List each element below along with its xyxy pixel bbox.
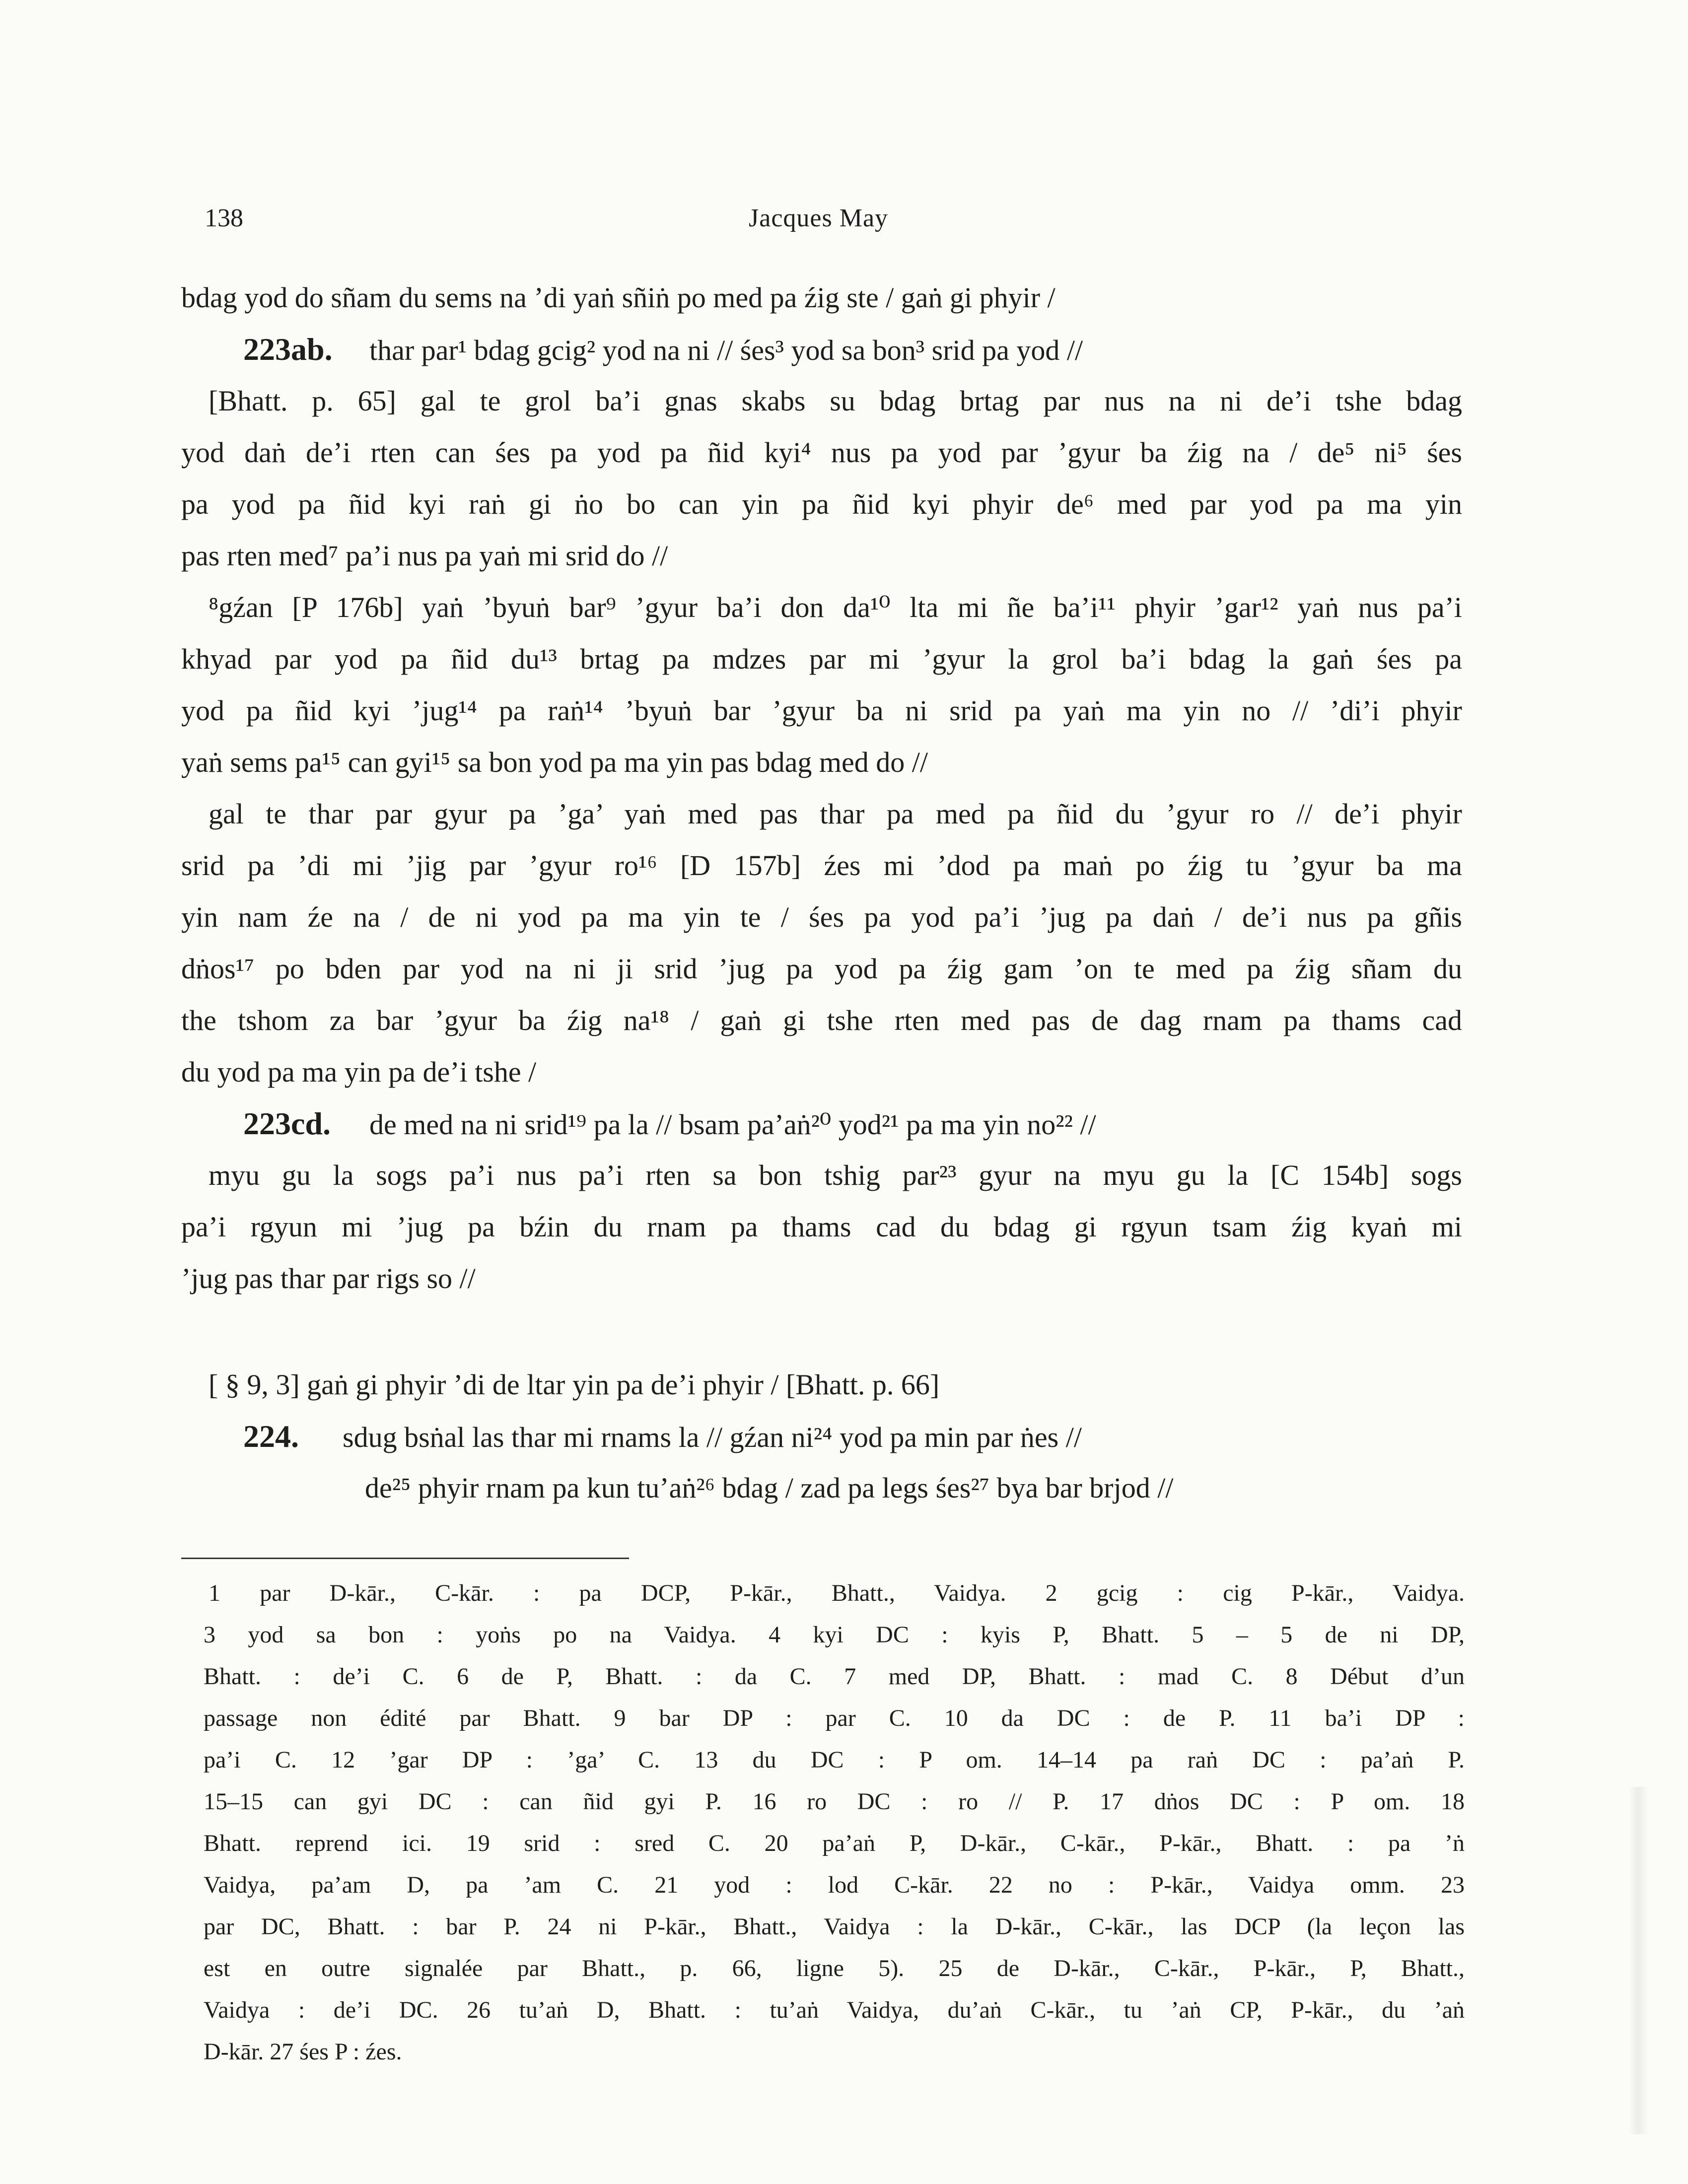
text-line: [ § 9, 3] gaṅ gi phyir ’di de ltar yin pa de’i phyir / [Bhatt. p. 66] — [209, 1368, 940, 1401]
text-line: the tshom za bar ’gyur ba źig na¹⁸ / gaṅ gi tshe rten med pas de dag rnam pa thams cad — [181, 1004, 1462, 1036]
footnote-line: est en outre signalée par Bhatt., p. 66, ligne 5). 25 de D-kār., C-kār., P-kār., P, Bhatt., — [204, 1955, 1465, 1981]
text-line: yod daṅ de’i rten can śes pa yod pa ñid kyi⁴ nus pa yod par ’gyur ba źig na / de⁵ ni⁵ śes — [181, 436, 1462, 469]
verse-text: sdug bsṅal las thar mi rnams la // gźan ni²⁴ yod pa min par ṅes // — [343, 1421, 1082, 1453]
footnote-line: 1 par D-kār., C-kār. : pa DCP, P-kār., Bhatt., Vaidya. 2 gcig : cig P-kār., Vaidya. — [209, 1580, 1465, 1606]
text-line: [Bhatt. p. 65] gal te grol ba’i gnas skabs su bdag brtag par nus na ni de’i tshe bdag — [209, 385, 1462, 417]
scan-shadow — [1628, 1787, 1648, 2134]
text-line: yaṅ sems pa¹⁵ can gyi¹⁵ sa bon yod pa ma yin pas bdag med do // — [181, 746, 928, 778]
verse-text: thar par¹ bdag gcig² yod na ni // śes³ yod sa bon³ srid pa yod // — [369, 334, 1083, 366]
footnote-line: par DC, Bhatt. : bar P. 24 ni P-kār., Bhatt., Vaidya : la D-kār., C-kār., las DCP (la leçon las — [204, 1913, 1465, 1940]
verse-text: de med na ni srid¹⁹ pa la // bsam pa’aṅ²⁰ yod²¹ pa ma yin no²² // — [369, 1108, 1096, 1141]
text-line: pa yod pa ñid kyi raṅ gi ṅo bo can yin pa ñid kyi phyir de⁶ med par yod pa ma yin — [181, 488, 1462, 520]
text-line: bdag yod do sñam du sems na ’di yaṅ sñiṅ po med pa źig ste / gaṅ gi phyir / — [181, 281, 1055, 314]
text-line: du yod pa ma yin pa de’i tshe / — [181, 1056, 537, 1088]
footnote-line: 3 yod sa bon : yoṅs po na Vaidya. 4 kyi DC : kyis P, Bhatt. 5 – 5 de ni DP, — [204, 1622, 1465, 1648]
text-line: ’jug pas thar par rigs so // — [181, 1262, 476, 1295]
footnote-line: pa’i C. 12 ’gar DP : ’ga’ C. 13 du DC : P om. 14–14 pa raṅ DC : pa’aṅ P. — [204, 1747, 1465, 1773]
text-line: myu gu la sogs pa’i nus pa’i rten sa bon tshig par²³ gyur na myu gu la [C 154b] sogs — [209, 1159, 1462, 1191]
footnote-line: 15–15 can gyi DC : can ñid gyi P. 16 ro DC : ro // P. 17 dṅos DC : P om. 18 — [204, 1788, 1465, 1815]
verse-label: 223ab. — [243, 332, 333, 367]
verse-224-line-2: de²⁵ phyir rnam pa kun tu’aṅ²⁶ bdag / zad pa legs śes²⁷ bya bar brjod // — [365, 1472, 1174, 1504]
footnote-line: Vaidya, pa’am D, pa ’am C. 21 yod : lod C-kār. 22 no : P-kār., Vaidya omm. 23 — [204, 1872, 1465, 1898]
footnote-line: Bhatt. : de’i C. 6 de P, Bhatt. : da C. 7 med DP, Bhatt. : mad C. 8 Début d’un — [204, 1663, 1465, 1690]
text-line: pa’i rgyun mi ’jug pa bźin du rnam pa thams cad du bdag gi rgyun tsam źig kyaṅ mi — [181, 1211, 1462, 1243]
verse-label: 224. — [243, 1419, 299, 1454]
text-line: gal te thar par gyur pa ’ga’ yaṅ med pas thar pa med pa ñid du ’gyur ro // de’i phyir — [209, 798, 1462, 830]
text-line: dṅos¹⁷ po bden par yod na ni ji srid ’jug pa yod pa źig gam ’on te med pa źig sñam du — [181, 953, 1462, 985]
main-text — [181, 272, 1462, 1514]
verse-224 — [181, 1411, 1462, 1462]
verse-223cd — [181, 1098, 1462, 1150]
text-line: yin nam źe na / de ni yod pa ma yin te / śes pa yod pa’i ’jug pa daṅ / de’i nus pa gñis — [181, 901, 1462, 933]
text-line: srid pa ’di mi ’jig par ’gyur ro¹⁶ [D 157b] źes mi ’dod pa maṅ po źig tu ’gyur ba ma — [181, 849, 1462, 882]
text-line: khyad par yod pa ñid du¹³ brtag pa mdzes par mi ’gyur la grol ba’i bdag la gaṅ śes pa — [181, 643, 1462, 675]
page-number: 138 — [205, 204, 243, 232]
footnote-line: Vaidya : de’i DC. 26 tu’aṅ D, Bhatt. : tu’aṅ Vaidya, du’aṅ C-kār., tu ’aṅ CP, P-kār., du ’aṅ — [204, 1997, 1465, 2023]
text-line: pas rten med⁷ pa’i nus pa yaṅ mi srid do // — [181, 540, 668, 572]
footnote-rule — [181, 1558, 629, 1559]
footnote-line: Bhatt. reprend ici. 19 srid : sred C. 20 pa’aṅ P, D-kār., C-kār., P-kār., Bhatt. : pa ’ṅ — [204, 1830, 1465, 1856]
verse-223ab — [181, 324, 1462, 375]
footnote-line: passage non édité par Bhatt. 9 bar DP : par C. 10 da DC : de P. 11 ba’i DP : — [204, 1705, 1465, 1731]
text-line: yod pa ñid kyi ’jug¹⁴ pa raṅ¹⁴ ’byuṅ bar ’gyur ba ni srid pa yaṅ ma yin no // ’di’i phyir — [181, 694, 1462, 727]
running-title: Jacques May — [749, 204, 889, 232]
footnote-line: D-kār. 27 śes P : źes. — [204, 2039, 402, 2065]
footnotes — [204, 1572, 1465, 2073]
text-line: ⁸gźan [P 176b] yaṅ ’byuṅ bar⁹ ’gyur ba’i don da¹⁰ lta mi ñe ba’i¹¹ phyir ’gar¹² yaṅ nus pa’i — [209, 591, 1462, 623]
page-header — [0, 204, 1688, 243]
verse-label: 223cd. — [243, 1106, 331, 1141]
